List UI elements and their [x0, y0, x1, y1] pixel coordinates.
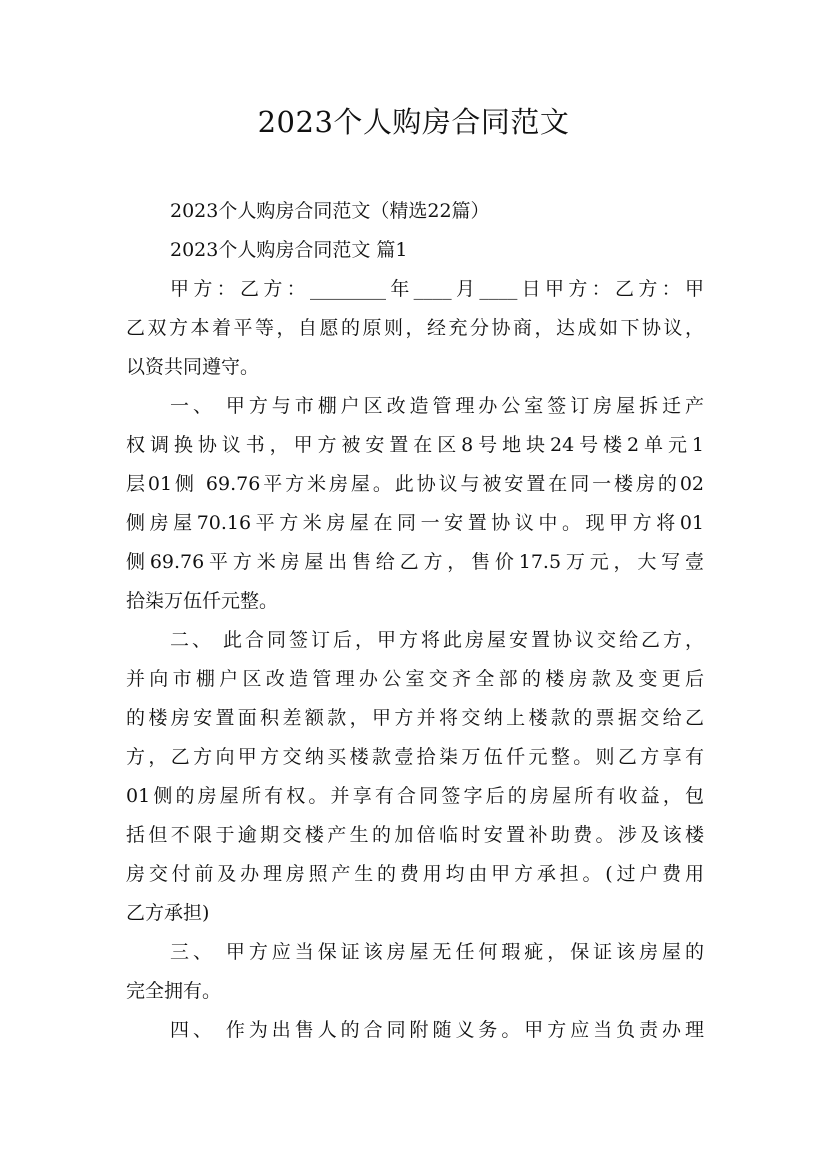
- text-line: 甲方：乙方：________年____月____日甲方：乙方：甲: [170, 278, 704, 300]
- text-line: 房交付前及办理房照产生的费用均由甲方承担。(过户费用: [126, 863, 704, 885]
- text-line: 乙方承担): [126, 902, 210, 924]
- text-line: 二、 此合同签订后，甲方将此房屋安置协议交给乙方，: [170, 629, 704, 651]
- document-body: [126, 192, 704, 1050]
- text-line: 的楼房安置面积差额款，甲方并将交纳上楼款的票据交给乙: [126, 707, 704, 729]
- text-line: 2023个人购房合同范文（精选22篇）: [170, 200, 490, 222]
- text-line: 拾柒万伍仟元整。: [126, 590, 279, 612]
- text-line: 并向市棚户区改造管理办公室交齐全部的楼房款及变更后: [126, 668, 704, 690]
- text-line: 三、 甲方应当保证该房屋无任何瑕疵，保证该房屋的: [170, 941, 704, 963]
- text-line: 一、 甲方与市棚户区改造管理办公室签订房屋拆迁产: [170, 395, 704, 417]
- text-line: 2023个人购房合同范文 篇1: [170, 239, 408, 261]
- text-line: 乙双方本着平等，自愿的原则，经充分协商，达成如下协议，: [126, 317, 704, 339]
- text-line: 以资共同遵守。: [126, 356, 260, 378]
- text-line: 层01侧 69.76平方米房屋。此协议与被安置在同一楼房的02: [126, 473, 704, 495]
- text-line: 01侧的房屋所有权。并享有合同签字后的房屋所有收益，包: [126, 785, 704, 807]
- text-line: 括但不限于逾期交楼产生的加倍临时安置补助费。涉及该楼: [126, 824, 704, 846]
- text-line: 侧房屋70.16平方米房屋在同一安置协议中。现甲方将01: [126, 512, 704, 534]
- text-line: 完全拥有。: [126, 980, 222, 1002]
- text-line: 方，乙方向甲方交纳买楼款壹拾柒万伍仟元整。则乙方享有: [126, 746, 704, 768]
- text-line: 权调换协议书，甲方被安置在区8号地块24号楼2单元1: [126, 434, 704, 456]
- document-title: 2023个人购房合同范文: [257, 105, 570, 139]
- text-line: 侧69.76平方米房屋出售给乙方，售价17.5万元，大写壹: [126, 551, 704, 573]
- text-line: 四、 作为出售人的合同附随义务。甲方应当负责办理: [170, 1019, 704, 1041]
